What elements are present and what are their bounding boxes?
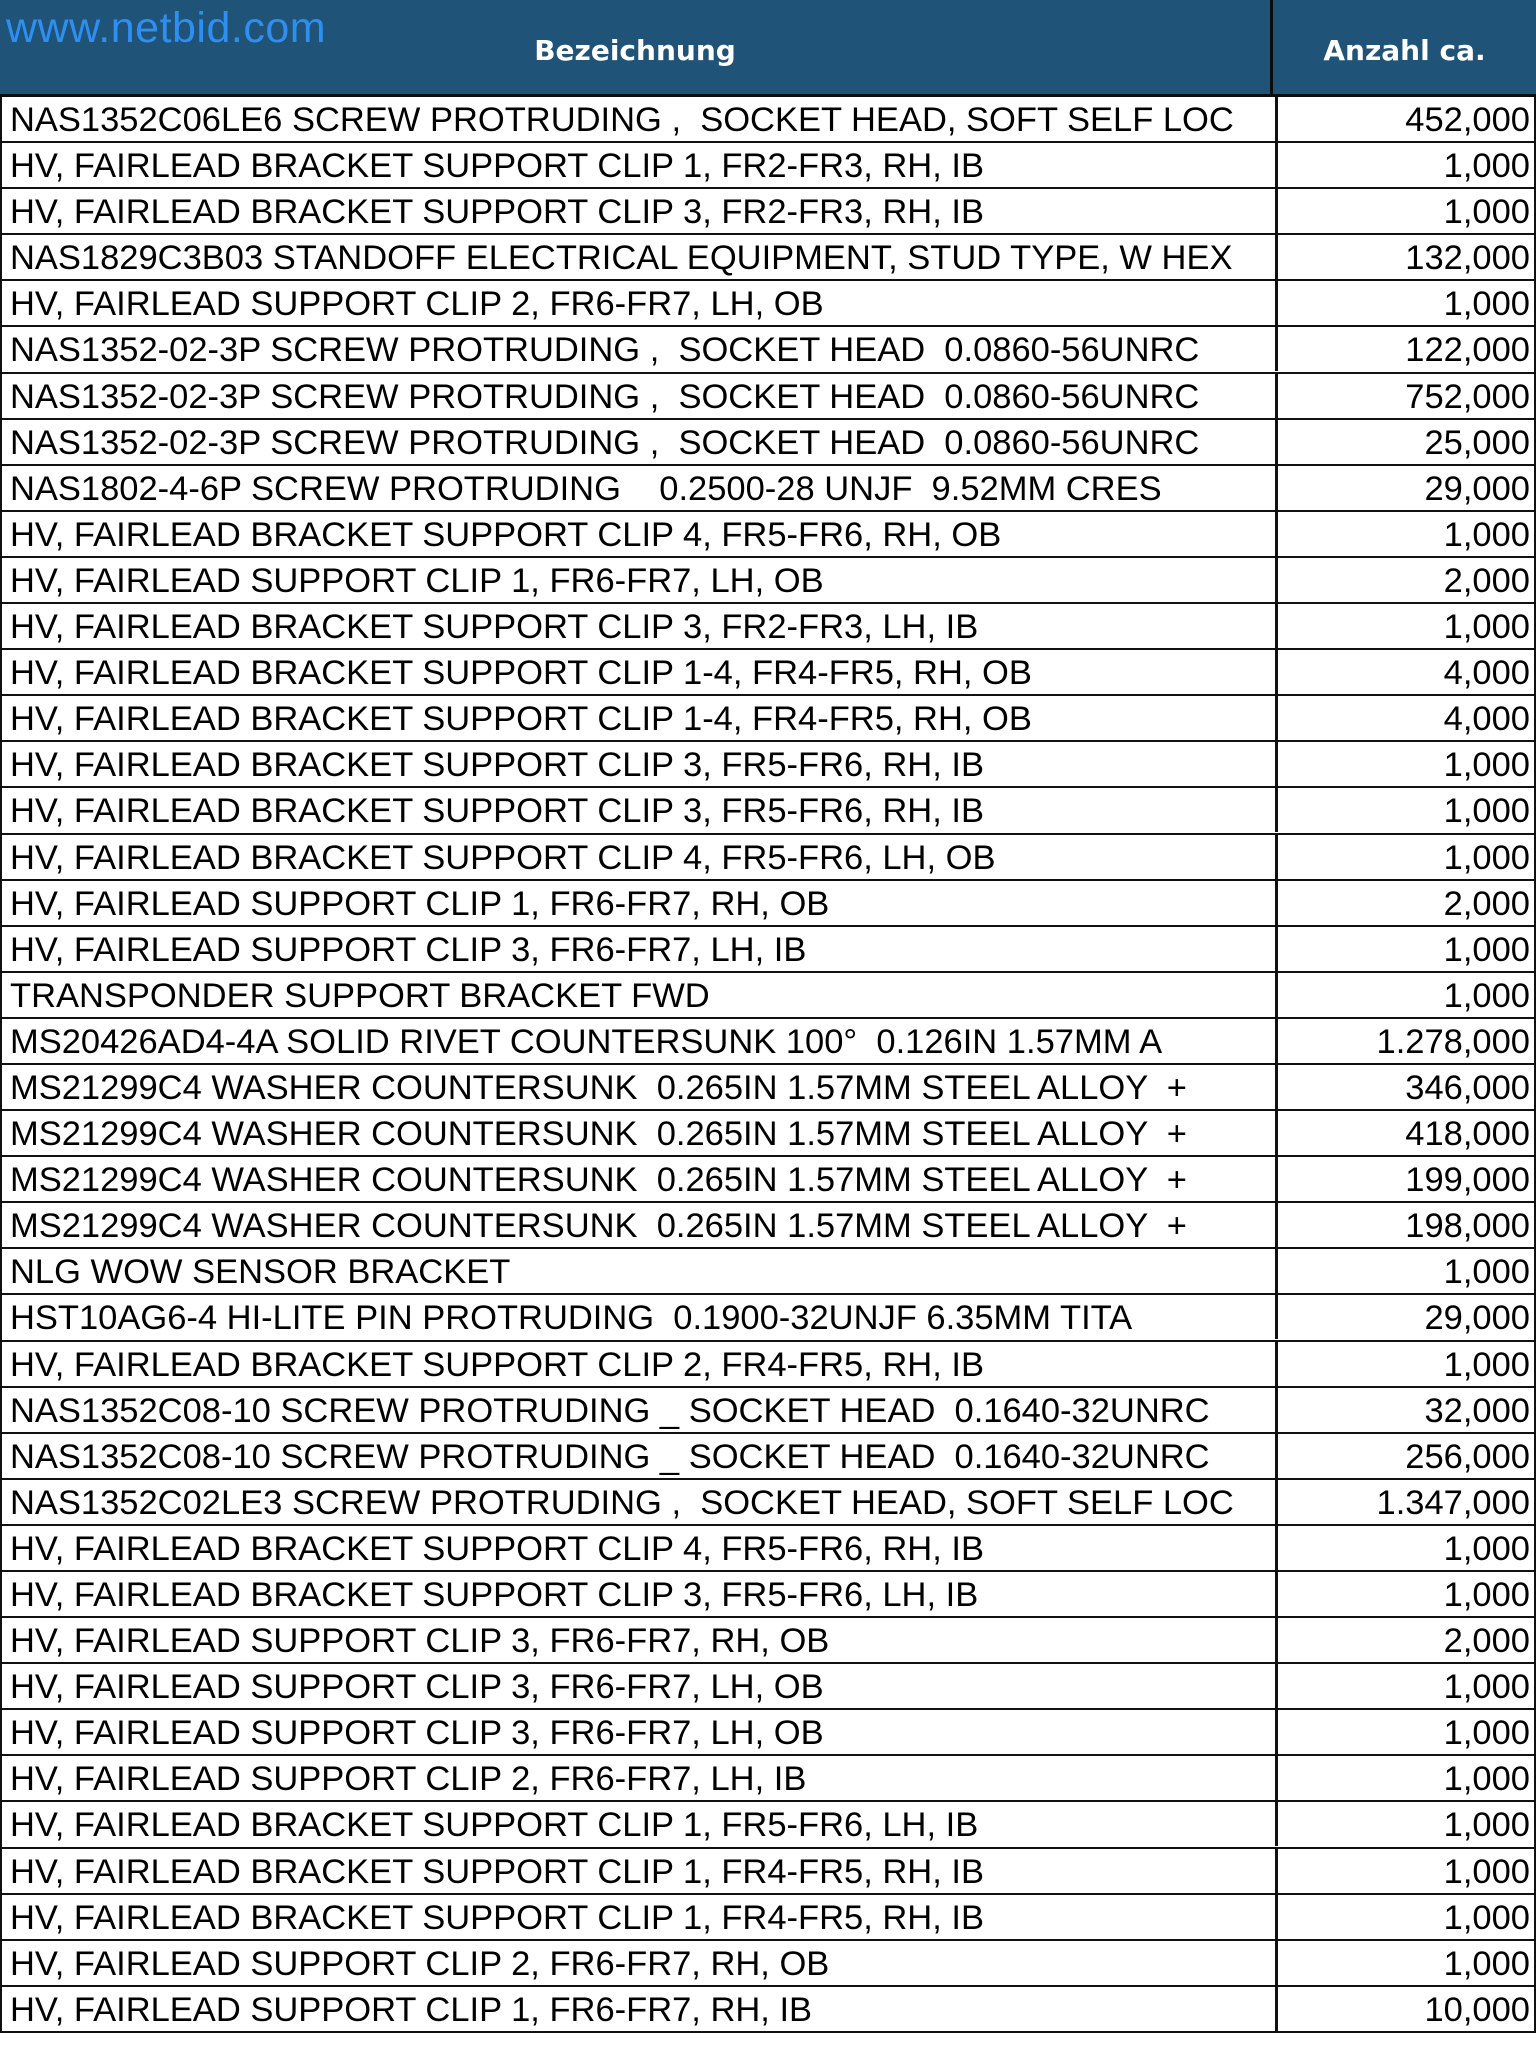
table-row — [0, 327, 1536, 373]
cell-description: HV, FAIRLEAD SUPPORT CLIP 2, FR6-FR7, LH, OB — [10, 285, 824, 324]
cell-description: NAS1829C3B03 STANDOFF ELECTRICAL EQUIPMENT, STUD TYPE, W HEX — [10, 239, 1233, 278]
table-row — [0, 1664, 1536, 1710]
cell-description: NAS1352C02LE3 SCREW PROTRUDING , SOCKET HEAD, SOFT SELF LOC — [10, 1483, 1234, 1522]
cell-quantity: 122,000 — [1275, 327, 1530, 371]
cell-quantity: 1,000 — [1275, 1526, 1530, 1570]
cell-description: HV, FAIRLEAD BRACKET SUPPORT CLIP 1, FR4-FR5, RH, IB — [10, 1852, 984, 1891]
cell-quantity: 452,000 — [1275, 97, 1530, 141]
table-row — [0, 374, 1536, 420]
cell-description: HV, FAIRLEAD SUPPORT CLIP 3, FR6-FR7, LH, OB — [10, 1714, 824, 1753]
table-row — [0, 1295, 1536, 1341]
cell-quantity: 1,000 — [1275, 512, 1530, 556]
cell-description: HV, FAIRLEAD BRACKET SUPPORT CLIP 4, FR5-FR6, LH, OB — [10, 838, 996, 877]
cell-description: NAS1352-02-3P SCREW PROTRUDING , SOCKET HEAD 0.0860-56UNRC — [10, 377, 1200, 416]
cell-description: MS21299C4 WASHER COUNTERSUNK 0.265IN 1.57MM STEEL ALLOY + — [10, 1207, 1187, 1246]
cell-quantity: 1,000 — [1275, 1895, 1530, 1939]
table-row — [0, 973, 1536, 1019]
table-row — [0, 1019, 1536, 1065]
table-row — [0, 1849, 1536, 1895]
cell-quantity: 10,000 — [1275, 1987, 1530, 2031]
cell-description: HV, FAIRLEAD BRACKET SUPPORT CLIP 3, FR5-FR6, RH, IB — [10, 792, 984, 831]
table-row — [0, 558, 1536, 604]
cell-quantity: 198,000 — [1275, 1203, 1530, 1247]
table-row — [0, 1388, 1536, 1434]
cell-description: NAS1352-02-3P SCREW PROTRUDING , SOCKET HEAD 0.0860-56UNRC — [10, 331, 1200, 370]
table-body — [0, 97, 1536, 2033]
cell-quantity: 1,000 — [1275, 189, 1530, 233]
cell-description: HV, FAIRLEAD BRACKET SUPPORT CLIP 3, FR2-FR3, RH, IB — [10, 193, 984, 232]
cell-quantity: 199,000 — [1275, 1157, 1530, 1201]
table-header — [0, 0, 1536, 97]
cell-quantity: 32,000 — [1275, 1388, 1530, 1432]
table-row — [0, 1895, 1536, 1941]
cell-description: HV, FAIRLEAD BRACKET SUPPORT CLIP 3, FR5-FR6, LH, IB — [10, 1576, 979, 1614]
cell-quantity: 2,000 — [1275, 558, 1530, 602]
cell-quantity: 1,000 — [1275, 927, 1530, 971]
table-row — [0, 143, 1536, 189]
table-row — [0, 1480, 1536, 1526]
cell-description: HV, FAIRLEAD SUPPORT CLIP 1, FR6-FR7, RH, IB — [10, 1990, 813, 2029]
cell-description: HV, FAIRLEAD BRACKET SUPPORT CLIP 3, FR5-FR6, RH, IB — [10, 746, 984, 785]
cell-description: HV, FAIRLEAD BRACKET SUPPORT CLIP 1, FR5-FR6, LH, IB — [10, 1806, 979, 1845]
column-header-description: Bezeichnung — [0, 0, 1273, 94]
cell-description: NAS1352C08-10 SCREW PROTRUDING _ SOCKET HEAD 0.1640-32UNRC — [10, 1437, 1210, 1476]
cell-quantity: 25,000 — [1275, 420, 1530, 464]
table-row — [0, 1987, 1536, 2033]
cell-quantity: 1,000 — [1275, 742, 1530, 786]
cell-quantity: 2,000 — [1275, 1618, 1530, 1662]
cell-description: HV, FAIRLEAD SUPPORT CLIP 2, FR6-FR7, RH, OB — [10, 1944, 830, 1983]
cell-quantity: 29,000 — [1275, 466, 1530, 510]
cell-description: HV, FAIRLEAD BRACKET SUPPORT CLIP 3, FR2-FR3, LH, IB — [10, 608, 979, 647]
table-row — [0, 1941, 1536, 1987]
table-row — [0, 1756, 1536, 1802]
cell-description: NAS1352-02-3P SCREW PROTRUDING , SOCKET HEAD 0.0860-56UNRC — [10, 423, 1200, 462]
cell-quantity: 1,000 — [1275, 1249, 1530, 1293]
cell-description: NAS1352C08-10 SCREW PROTRUDING _ SOCKET HEAD 0.1640-32UNRC — [10, 1391, 1210, 1430]
table-row — [0, 189, 1536, 235]
cell-description: HV, FAIRLEAD SUPPORT CLIP 3, FR6-FR7, LH, IB — [10, 930, 807, 969]
table-row — [0, 835, 1536, 881]
cell-description: NAS1352C06LE6 SCREW PROTRUDING , SOCKET HEAD, SOFT SELF LOC — [10, 101, 1234, 139]
table-row — [0, 650, 1536, 696]
table-row — [0, 1434, 1536, 1480]
table-row — [0, 1618, 1536, 1664]
cell-quantity: 1,000 — [1275, 143, 1530, 187]
table-row — [0, 927, 1536, 973]
table-row — [0, 1342, 1536, 1388]
cell-quantity: 1,000 — [1275, 788, 1530, 832]
cell-quantity: 1,000 — [1275, 281, 1530, 325]
table-row — [0, 1526, 1536, 1572]
table-row — [0, 742, 1536, 788]
cell-description: HV, FAIRLEAD SUPPORT CLIP 1, FR6-FR7, LH, OB — [10, 561, 824, 600]
cell-quantity: 1,000 — [1275, 1342, 1530, 1386]
cell-quantity: 1,000 — [1275, 1941, 1530, 1985]
cell-quantity: 1,000 — [1275, 1710, 1530, 1754]
table-row — [0, 281, 1536, 327]
cell-quantity: 4,000 — [1275, 650, 1530, 694]
cell-description: HV, FAIRLEAD BRACKET SUPPORT CLIP 4, FR5-FR6, RH, OB — [10, 515, 1002, 554]
cell-quantity: 1,000 — [1275, 973, 1530, 1017]
cell-quantity: 1,000 — [1275, 1802, 1530, 1846]
cell-quantity: 346,000 — [1275, 1065, 1530, 1109]
table-row — [0, 235, 1536, 281]
cell-description: NLG WOW SENSOR BRACKET — [10, 1253, 511, 1292]
cell-quantity: 1,000 — [1275, 1756, 1530, 1800]
table-row — [0, 1710, 1536, 1756]
cell-quantity: 1.278,000 — [1275, 1019, 1530, 1063]
cell-quantity: 1,000 — [1275, 835, 1530, 879]
cell-description: HV, FAIRLEAD BRACKET SUPPORT CLIP 4, FR5-FR6, RH, IB — [10, 1529, 984, 1568]
table-row — [0, 97, 1536, 143]
table-row — [0, 1572, 1536, 1618]
table-row — [0, 420, 1536, 466]
cell-quantity: 418,000 — [1275, 1111, 1530, 1155]
cell-description: HV, FAIRLEAD SUPPORT CLIP 2, FR6-FR7, LH, IB — [10, 1760, 807, 1799]
cell-description: TRANSPONDER SUPPORT BRACKET FWD — [10, 976, 710, 1015]
watermark-text: www.netbid.com — [6, 4, 327, 52]
table-row — [0, 466, 1536, 512]
cell-quantity: 2,000 — [1275, 881, 1530, 925]
table-row — [0, 696, 1536, 742]
table-row — [0, 1203, 1536, 1249]
table-row — [0, 1802, 1536, 1848]
cell-quantity: 29,000 — [1275, 1295, 1530, 1339]
table-row — [0, 1111, 1536, 1157]
table-row — [0, 788, 1536, 834]
cell-quantity: 1.347,000 — [1275, 1480, 1530, 1524]
table-row — [0, 881, 1536, 927]
cell-description: HV, FAIRLEAD BRACKET SUPPORT CLIP 1, FR4-FR5, RH, IB — [10, 1898, 984, 1937]
cell-quantity: 1,000 — [1275, 1664, 1530, 1708]
cell-description: NAS1802-4-6P SCREW PROTRUDING 0.2500-28 UNJF 9.52MM CRES — [10, 469, 1162, 508]
cell-description: MS21299C4 WASHER COUNTERSUNK 0.265IN 1.57MM STEEL ALLOY + — [10, 1068, 1187, 1107]
cell-quantity: 4,000 — [1275, 696, 1530, 740]
cell-quantity: 1,000 — [1275, 604, 1530, 648]
cell-quantity: 132,000 — [1275, 235, 1530, 279]
cell-description: HST10AG6-4 HI-LITE PIN PROTRUDING 0.1900-32UNJF 6.35MM TITA — [10, 1299, 1133, 1338]
table-row — [0, 1065, 1536, 1111]
cell-description: HV, FAIRLEAD BRACKET SUPPORT CLIP 1, FR2-FR3, RH, IB — [10, 147, 984, 186]
cell-description: MS21299C4 WASHER COUNTERSUNK 0.265IN 1.57MM STEEL ALLOY + — [10, 1115, 1187, 1154]
table-row — [0, 512, 1536, 558]
cell-quantity: 256,000 — [1275, 1434, 1530, 1478]
cell-description: MS20426AD4-4A SOLID RIVET COUNTERSUNK 100° 0.126IN 1.57MM A — [10, 1022, 1163, 1061]
cell-quantity: 752,000 — [1275, 374, 1530, 418]
cell-quantity: 1,000 — [1275, 1849, 1530, 1893]
cell-description: HV, FAIRLEAD BRACKET SUPPORT CLIP 1-4, FR4-FR5, RH, OB — [10, 700, 1032, 739]
cell-description: HV, FAIRLEAD SUPPORT CLIP 1, FR6-FR7, RH, OB — [10, 884, 830, 923]
table-row — [0, 1249, 1536, 1295]
cell-quantity: 1,000 — [1275, 1572, 1530, 1616]
cell-description: HV, FAIRLEAD SUPPORT CLIP 3, FR6-FR7, RH, OB — [10, 1622, 830, 1661]
table-row — [0, 1157, 1536, 1203]
cell-description: HV, FAIRLEAD BRACKET SUPPORT CLIP 2, FR4-FR5, RH, IB — [10, 1345, 984, 1384]
column-header-quantity: Anzahl ca. — [1323, 33, 1486, 67]
table-row — [0, 604, 1536, 650]
cell-description: MS21299C4 WASHER COUNTERSUNK 0.265IN 1.57MM STEEL ALLOY + — [10, 1161, 1187, 1200]
cell-description: HV, FAIRLEAD BRACKET SUPPORT CLIP 1-4, FR4-FR5, RH, OB — [10, 654, 1032, 693]
cell-description: HV, FAIRLEAD SUPPORT CLIP 3, FR6-FR7, LH, OB — [10, 1668, 824, 1707]
